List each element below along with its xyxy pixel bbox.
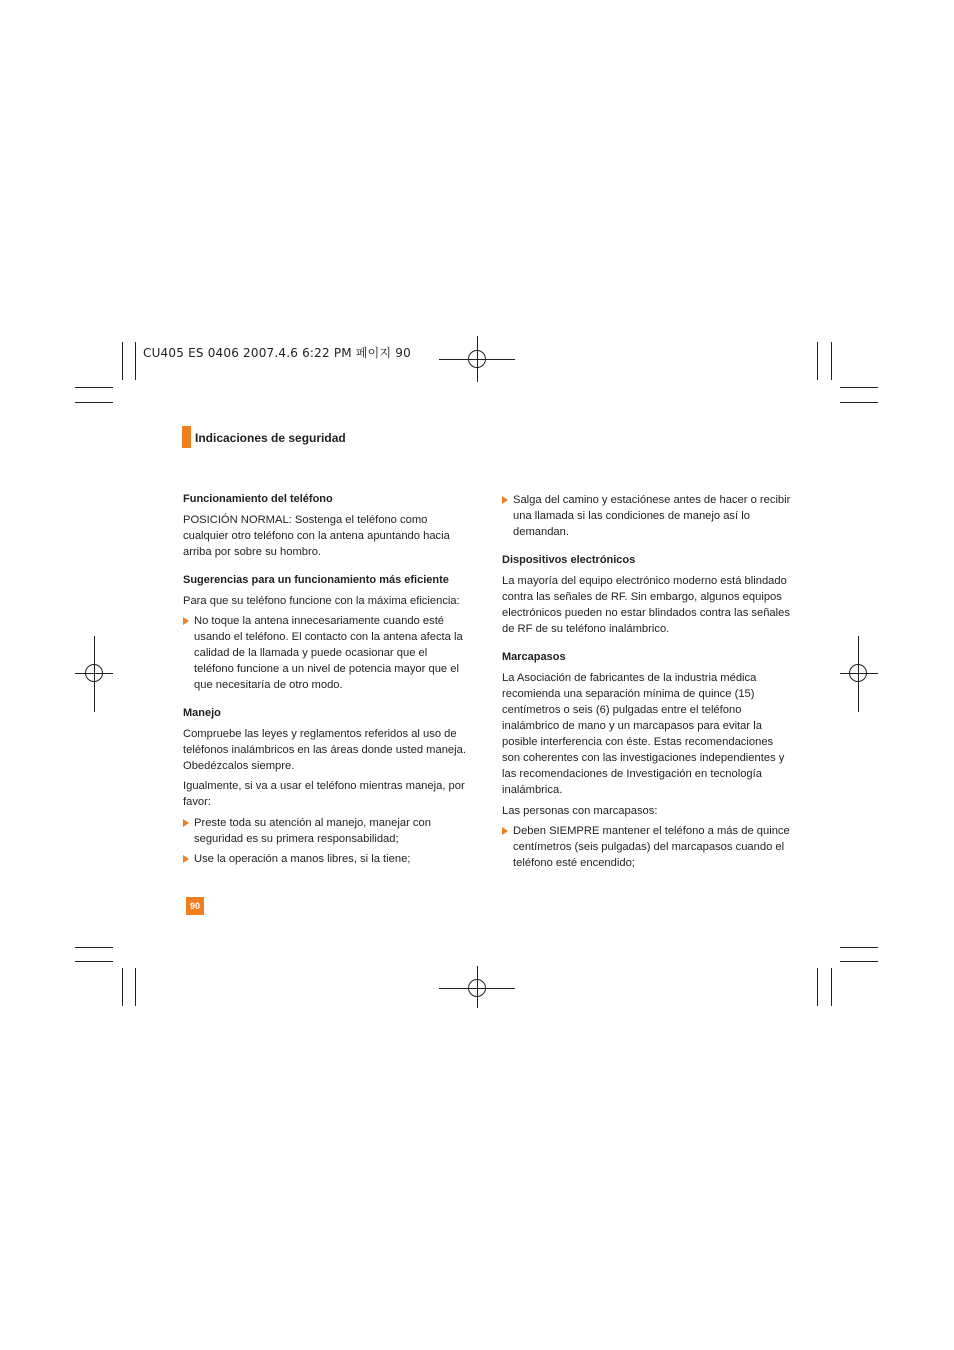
crop-mark [840,947,878,948]
paragraph: Igualmente, si va a usar el teléfono mientras maneja, por favor: [183,780,465,808]
paragraph: Para que su teléfono funcione con la máxima eficiencia: [183,595,460,607]
crop-mark [817,342,818,380]
triangle-bullet-icon [183,819,189,827]
page-number-badge: 90 [186,897,204,915]
crop-mark [75,947,113,948]
crop-mark [75,961,113,962]
heading-manejo: Manejo [183,707,221,719]
heading-dispositivos: Dispositivos electrónicos [502,554,636,566]
printer-slug: CU405 ES 0406 2007.4.6 6:22 PM 페이지 90 [143,346,411,360]
crop-mark [135,342,136,380]
paragraph: Compruebe las leyes y reglamentos referidos al uso de teléfonos inalámbricos en las áreas donde usted maneja. Obedézcalos siempre. [183,728,466,772]
crop-mark [840,402,878,403]
bullet-text: Salga del camino y estaciónese antes de hacer o recibir una llamada si las condiciones de manejo así lo demandan. [513,494,791,538]
paragraph: La Asociación de fabricantes de la industria médica recomienda una separación mínima de quince (15) centímetros o seis (6) pulgadas entre el teléfono inalámbrico de mano y un marcapasos para evitar la posible interferencia con éste. Estas recomendaciones son coherentes con las investigaciones independientes y las recomendaciones de Investigación en tecnología inalámbrica. [502,672,785,796]
crop-mark [122,968,123,1006]
crop-mark [817,968,818,1006]
bullet-text: Preste toda su atención al manejo, manejar con seguridad es su primera responsabilidad; [194,817,431,845]
triangle-bullet-icon [502,827,508,835]
bullet-item [183,613,468,693]
heading-marcapasos: Marcapasos [502,651,566,663]
section-accent-bar [182,426,191,448]
crop-mark [840,387,878,388]
crop-mark [122,342,123,380]
triangle-bullet-icon [183,617,189,625]
right-column [502,492,792,871]
triangle-bullet-icon [502,496,508,504]
crop-mark [840,961,878,962]
bullet-item [502,492,792,540]
paragraph: Las personas con marcapasos: [502,805,658,817]
bullet-item [502,823,792,871]
paragraph: POSICIÓN NORMAL: Sostenga el teléfono como cualquier otro teléfono con la antena apuntando hacia arriba por sobre su hombro. [183,514,450,558]
triangle-bullet-icon [183,855,189,863]
crop-mark [75,387,113,388]
paragraph: La mayoría del equipo electrónico moderno está blindado contra las señales de RF. Sin embargo, algunos equipos electrónicos pueden no estar blindados contra las señales de RF de su teléfono inalámbrico. [502,575,790,635]
crop-mark [831,342,832,380]
bullet-item [183,851,468,867]
left-column [183,491,468,867]
bullet-text: Deben SIEMPRE mantener el teléfono a más de quince centímetros (seis pulgadas) del marcapasos cuando el teléfono esté encendido; [513,825,790,869]
crop-mark [831,968,832,1006]
bullet-item [183,815,468,847]
heading-funcionamiento: Funcionamiento del teléfono [183,493,333,505]
crop-mark [135,968,136,1006]
crop-mark [75,402,113,403]
bullet-text: Use la operación a manos libres, si la tiene; [194,853,411,865]
bullet-text: No toque la antena innecesariamente cuando esté usando el teléfono. El contacto con la antena afecta la calidad de la llamada y puede ocasionar que el teléfono funcione a un nivel de potencia mayor que el que necesitaría de otro modo. [194,615,463,691]
heading-sugerencias: Sugerencias para un funcionamiento más eficiente [183,574,449,586]
section-title: Indicaciones de seguridad [195,431,346,445]
